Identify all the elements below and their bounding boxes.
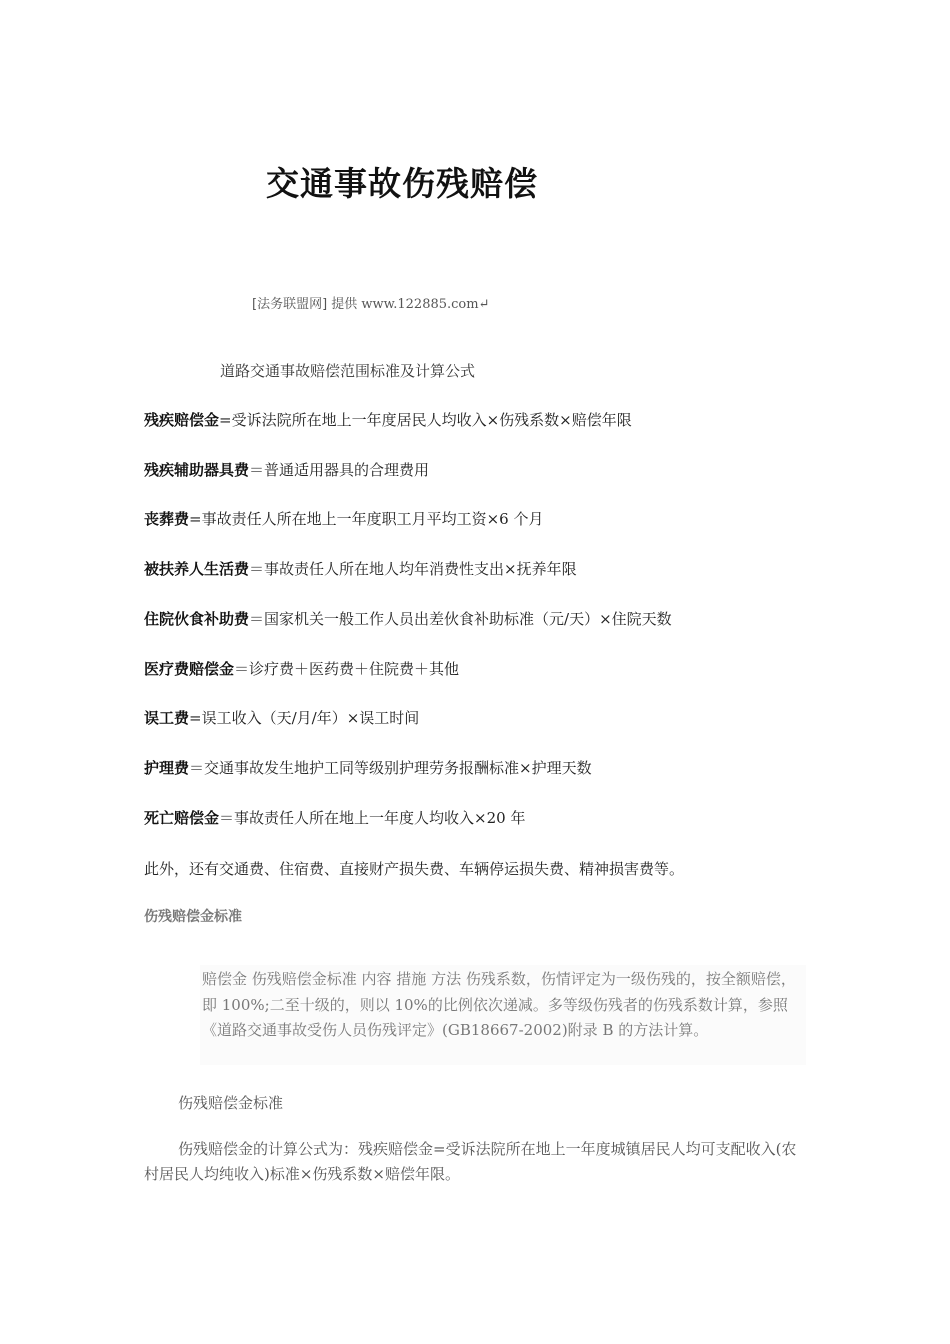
formula-expression: ＝国家机关一般工作人员出差伙食补助标准（元/天）×住院天数	[249, 610, 672, 628]
formula-expression: ＝交通事故发生地护工同等级别护理劳务报酬标准×护理天数	[189, 759, 592, 777]
formula-line	[144, 757, 592, 778]
formula-line	[144, 608, 672, 629]
formula-expression: ＝事故责任人所在地人均年消费性支出×抚养年限	[249, 560, 577, 578]
paragraph-formula: 伤残赔偿金的计算公式为：残疾赔偿金=受诉法院所在地上一年度城镇居民人均可支配收入(农村居民人均纯收入)标准×伤残系数×赔偿年限。	[144, 1140, 797, 1183]
formula-line	[144, 558, 577, 579]
formula-expression: ＝诊疗费＋医药费＋住院费＋其他	[234, 660, 460, 678]
section-heading: 伤残赔偿金标准	[144, 909, 242, 925]
quote-text: 赔偿金 伤残赔偿金标准 内容 措施 方法 伤残系数，伤情评定为一级伤残的，按全额赔偿，即 100%;二至十级的，则以 10%的比例依次递减。多等级伤残者的伤残系数计算，参照《道路交通事故受伤人员伤残评定》(GB18667-2002)附录 B 的方法计算。	[202, 970, 796, 1039]
formula-term: 护理费	[144, 759, 190, 777]
formula-line	[144, 409, 632, 430]
formula-term: 死亡赔偿金	[144, 809, 220, 827]
formula-term: 丧葬费	[144, 510, 190, 528]
formula-term: 医疗费赔偿金	[144, 660, 235, 678]
formula-term: 残疾赔偿金	[144, 411, 220, 429]
formula-term: 误工费	[144, 709, 190, 727]
formula-line	[144, 658, 459, 679]
additional-note: 此外，还有交通费、住宿费、直接财产损失费、车辆停运损失费、精神损害费等。	[144, 860, 685, 878]
formula-expression: =受诉法院所在地上一年度居民人均收入×伤残系数×赔偿年限	[219, 411, 632, 429]
source-line	[252, 293, 489, 312]
formula-term: 残疾辅助器具费	[144, 461, 250, 479]
formula-line	[144, 807, 525, 828]
formula-expression: ＝普通适用器具的合理费用	[249, 461, 430, 479]
formula-expression: ＝事故责任人所在地上一年度人均收入×20 年	[219, 809, 526, 827]
source-label: [法务联盟网] 提供	[252, 297, 358, 312]
formula-expression: =误工收入（天/月/年）×误工时间	[189, 709, 420, 727]
document-title: 交通事故伤残赔偿	[266, 164, 538, 203]
formula-expression: =事故责任人所在地上一年度职工月平均工资×6 个月	[189, 510, 544, 528]
formula-term: 住院伙食补助费	[144, 610, 250, 628]
quote-block	[200, 965, 806, 1065]
formula-line	[144, 707, 419, 728]
formula-line	[144, 459, 429, 480]
formula-term: 被扶养人生活费	[144, 560, 250, 578]
formula-line	[144, 508, 543, 529]
paragraph-heading: 伤残赔偿金标准	[178, 1094, 284, 1112]
document-subtitle: 道路交通事故赔偿范围标准及计算公式	[220, 362, 476, 380]
source-url[interactable]: www.122885.com↵	[361, 297, 490, 312]
